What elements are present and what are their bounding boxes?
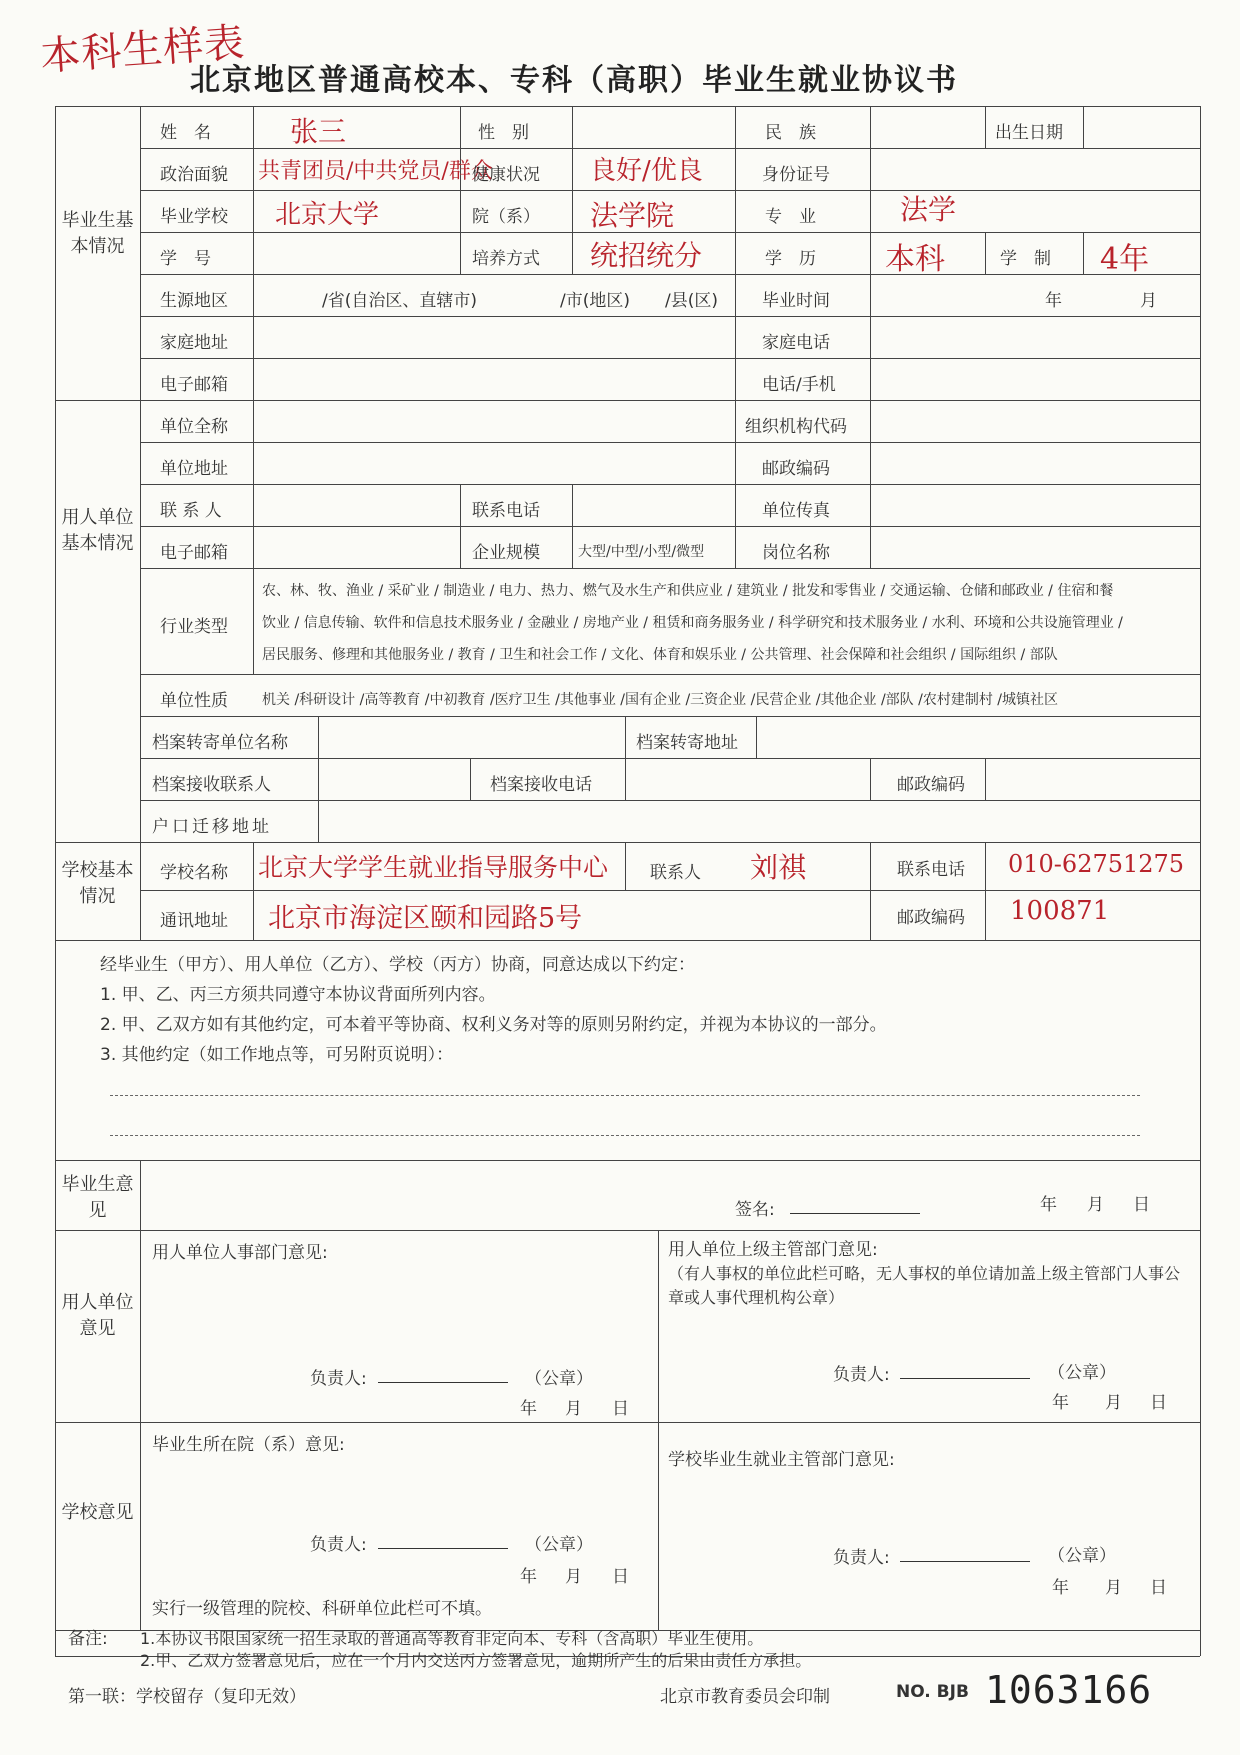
dept-year: 年 bbox=[520, 1567, 537, 1587]
frame-top bbox=[55, 106, 1200, 107]
archive-post-label: 邮政编码 bbox=[897, 775, 965, 795]
origin-city: /市(地区) bbox=[560, 291, 630, 311]
sample-stamp: 本科生样表 bbox=[38, 19, 247, 81]
dept-month: 月 bbox=[565, 1567, 582, 1587]
row-line bbox=[140, 526, 1200, 527]
gradtime-label: 毕业时间 bbox=[762, 291, 830, 311]
row-line bbox=[140, 800, 1200, 801]
agreement-intro: 经毕业生（甲方）、用人单位（乙方）、学校（丙方）协商，同意达成以下约定： bbox=[100, 955, 695, 975]
gradtime-month: 月 bbox=[1140, 291, 1157, 311]
emp-address-label: 单位地址 bbox=[160, 459, 228, 479]
emp-scale-options: 大型/中型/小型/微型 bbox=[578, 544, 705, 560]
serial-prefix: NO. BJB bbox=[896, 1682, 969, 1702]
section-col-divider bbox=[140, 106, 141, 856]
other-terms-line bbox=[110, 1135, 1140, 1136]
emp-email-label: 电子邮箱 bbox=[160, 543, 228, 563]
col-line bbox=[318, 716, 319, 842]
agreement-item3: 3. 其他约定（如工作地点等，可另附页说明）： bbox=[100, 1045, 454, 1065]
col-line bbox=[1083, 232, 1084, 274]
col-line bbox=[658, 1230, 659, 1630]
gender-label: 性 别 bbox=[478, 123, 529, 143]
agreement-item1: 1. 甲、乙、丙三方须共同遵守本协议背面所列内容。 bbox=[100, 985, 496, 1005]
duration-label: 学 制 bbox=[1000, 249, 1051, 269]
school-contact-value: 刘祺 bbox=[750, 851, 807, 884]
school-post-value: 100871 bbox=[1010, 896, 1110, 926]
train-label: 培养方式 bbox=[472, 249, 540, 269]
col-line bbox=[870, 842, 871, 940]
col-line bbox=[460, 484, 461, 568]
col-line bbox=[870, 106, 871, 274]
row-line bbox=[140, 758, 1200, 759]
frame-left bbox=[55, 106, 56, 1656]
degree-value: 本科 bbox=[885, 242, 945, 277]
school-name-label: 学校名称 bbox=[160, 863, 228, 883]
section-school: 学校基本情况 bbox=[61, 860, 134, 907]
hr-owner-label: 负责人: bbox=[310, 1369, 367, 1389]
section-line bbox=[55, 842, 1200, 843]
section-employer: 用人单位基本情况 bbox=[61, 507, 134, 554]
major-label: 专 业 bbox=[765, 207, 816, 227]
remark-1: 1.本协议书限国家统一招生录取的普通高等教育非定向本、专科（含高职）毕业生使用。 bbox=[140, 1629, 764, 1648]
grad-sign-label: 签名: bbox=[735, 1200, 775, 1220]
col-line bbox=[985, 232, 986, 274]
section-line bbox=[55, 1160, 1200, 1161]
superior-month: 月 bbox=[1105, 1393, 1122, 1413]
archive-addr-label: 档案转寄地址 bbox=[636, 733, 738, 753]
homephone-label: 家庭电话 bbox=[762, 333, 830, 353]
emp-nature-options: 机关 /科研设计 /高等教育 /中初教育 /医疗卫生 /其他事业 /国有企业 /三资企业 /民营企业 /其他企业 /部队 /农村建制村 /城镇社区 bbox=[262, 692, 1059, 708]
dept-seal: （公章） bbox=[525, 1535, 593, 1555]
school-contact-label: 联系人 bbox=[650, 863, 701, 883]
superior-owner-label: 负责人: bbox=[833, 1365, 890, 1385]
duration-value: 4年 bbox=[1100, 242, 1150, 277]
name-value: 张三 bbox=[290, 115, 347, 148]
dept-label: 院（系） bbox=[472, 207, 540, 227]
archive-unit-label: 档案转寄单位名称 bbox=[152, 733, 288, 753]
emp-opinion-label: 用人单位意见 bbox=[61, 1292, 134, 1339]
dept-day: 日 bbox=[612, 1567, 629, 1587]
superior-year: 年 bbox=[1052, 1393, 1069, 1413]
grad-year: 年 bbox=[1040, 1195, 1057, 1215]
degree-label: 学 历 bbox=[765, 249, 816, 269]
col-line bbox=[985, 842, 986, 940]
emp-fax-label: 单位传真 bbox=[762, 501, 830, 521]
sid-label: 学 号 bbox=[160, 249, 211, 269]
school-addr-value: 北京市海淀区颐和园路5号 bbox=[268, 903, 583, 934]
school-opinion-label: 学校意见 bbox=[61, 1502, 134, 1523]
address-label: 家庭地址 bbox=[160, 333, 228, 353]
school-addr-label: 通讯地址 bbox=[160, 911, 228, 931]
emp-industry-label: 行业类型 bbox=[160, 617, 228, 637]
school-owner-label: 负责人: bbox=[833, 1548, 890, 1568]
row-line bbox=[140, 674, 1200, 675]
col-line bbox=[870, 274, 871, 400]
school-seal: （公章） bbox=[1048, 1546, 1116, 1566]
col-line bbox=[870, 400, 871, 568]
emp-phone-label: 联系电话 bbox=[472, 501, 540, 521]
section-graduate: 毕业生基本情况 bbox=[61, 210, 134, 257]
hukou-label: 户口迁移地址 bbox=[152, 817, 272, 837]
superior-opinion-label: 用人单位上级主管部门意见: bbox=[668, 1240, 878, 1260]
origin-county: /县(区) bbox=[665, 291, 718, 311]
copy-label: 第一联：学校留存（复印无效） bbox=[68, 1687, 306, 1707]
email-label: 电子邮箱 bbox=[160, 375, 228, 395]
gradtime-year: 年 bbox=[1045, 291, 1062, 311]
hr-month: 月 bbox=[565, 1399, 582, 1419]
emp-contact-label: 联 系 人 bbox=[160, 501, 222, 521]
col-line bbox=[985, 758, 986, 800]
row-line bbox=[140, 358, 1200, 359]
superior-note: （有人事权的单位此栏可略，无人事权的单位请加盖上级主管部门人事公章或人事代理机构公章） bbox=[668, 1264, 1181, 1307]
col-line bbox=[985, 106, 986, 148]
col-line bbox=[253, 400, 254, 674]
row-line bbox=[140, 568, 1200, 569]
emp-industry-line1: 农、林、牧、渔业 / 采矿业 / 制造业 / 电力、热力、燃气及水生产和供应业 / 建筑业 / 批发和零售业 / 交通运输、仓储和邮政业 / 住宿和餐 bbox=[262, 583, 1114, 599]
col-line bbox=[756, 716, 757, 758]
emp-nature-label: 单位性质 bbox=[160, 691, 228, 711]
school-month: 月 bbox=[1105, 1578, 1122, 1598]
health-label: 健康状况 bbox=[472, 165, 540, 185]
school-dept-opinion-label: 学校毕业生就业主管部门意见: bbox=[668, 1450, 895, 1470]
col-line bbox=[870, 758, 871, 800]
mobile-label: 电话/手机 bbox=[762, 375, 836, 395]
section-line bbox=[55, 1422, 1200, 1423]
id-label: 身份证号 bbox=[762, 165, 830, 185]
agreement-item2: 2. 甲、乙双方如有其他约定，可本着平等协商、权利义务对等的原则另附约定，并视为本协议的一部分。 bbox=[100, 1015, 887, 1035]
archive-phone-label: 档案接收电话 bbox=[490, 775, 592, 795]
col-line bbox=[735, 400, 736, 568]
hr-seal: （公章） bbox=[525, 1369, 593, 1389]
col-line bbox=[140, 842, 141, 940]
dept-opinion-label: 毕业生所在院（系）意见: bbox=[152, 1435, 345, 1455]
school-post-label: 邮政编码 bbox=[897, 908, 965, 928]
emp-scale-label: 企业规模 bbox=[472, 543, 540, 563]
school-name-value: 北京大学学生就业指导服务中心 bbox=[258, 853, 609, 882]
dept-owner-label: 负责人: bbox=[310, 1535, 367, 1555]
printer-label: 北京市教育委员会印制 bbox=[660, 1687, 830, 1707]
political-value: 共青团员/中共党员/群众 bbox=[258, 159, 493, 184]
origin-label: 生源地区 bbox=[160, 291, 228, 311]
superior-day: 日 bbox=[1150, 1393, 1167, 1413]
col-line bbox=[253, 106, 254, 400]
emp-fullname-label: 单位全称 bbox=[160, 417, 228, 437]
col-line bbox=[253, 842, 254, 940]
remark-label: 备注: bbox=[68, 1629, 108, 1649]
one-level-note: 实行一级管理的院校、科研单位此栏可不填。 bbox=[152, 1599, 492, 1619]
hr-opinion-label: 用人单位人事部门意见: bbox=[152, 1243, 328, 1263]
section-line bbox=[55, 400, 1200, 401]
origin-province: /省(自治区、直辖市) bbox=[322, 291, 477, 311]
grad-month: 月 bbox=[1087, 1195, 1104, 1215]
school-phone-value: 010-62751275 bbox=[1008, 850, 1185, 878]
grad-sign-line bbox=[790, 1213, 920, 1214]
col-line bbox=[625, 758, 626, 800]
frame-right bbox=[1200, 106, 1201, 1656]
row-line bbox=[140, 716, 1200, 717]
school-label: 毕业学校 bbox=[160, 207, 228, 227]
major-value: 法学 bbox=[900, 193, 957, 226]
emp-orgcode-label: 组织机构代码 bbox=[745, 417, 847, 437]
superior-owner-line bbox=[900, 1378, 1030, 1379]
row-line bbox=[140, 890, 1200, 891]
health-value: 良好/优良 bbox=[590, 156, 703, 186]
row-line bbox=[140, 316, 1200, 317]
emp-industry-line2: 饮业 / 信息传输、软件和信息技术服务业 / 金融业 / 房地产业 / 租赁和商务服务业 / 科学研究和技术服务业 / 水利、环境和公共设施管理业 / bbox=[262, 615, 1123, 631]
col-line bbox=[1083, 106, 1084, 148]
col-line bbox=[470, 758, 471, 800]
col-line bbox=[735, 106, 736, 400]
school-phone-label: 联系电话 bbox=[897, 860, 965, 880]
row-line bbox=[140, 442, 1200, 443]
birth-label: 出生日期 bbox=[995, 123, 1063, 143]
political-label: 政治面貌 bbox=[160, 165, 228, 185]
school-year: 年 bbox=[1052, 1578, 1069, 1598]
col-line bbox=[572, 106, 573, 274]
emp-industry-line3: 居民服务、修理和其他服务业 / 教育 / 卫生和社会工作 / 文化、体育和娱乐业 / 公共管理、社会保障和社会组织 / 国际组织 / 部队 bbox=[262, 647, 1058, 663]
col-line bbox=[625, 842, 626, 890]
remark-2: 2.甲、乙双方签署意见后，应在一个月内交送丙方签署意见，逾期所产生的后果由责任方承担。 bbox=[140, 1651, 812, 1670]
train-value: 统招统分 bbox=[590, 239, 703, 272]
dept-owner-line bbox=[378, 1548, 508, 1549]
hr-year: 年 bbox=[520, 1399, 537, 1419]
hr-owner-line bbox=[378, 1382, 508, 1383]
emp-position-label: 岗位名称 bbox=[762, 543, 830, 563]
col-line bbox=[460, 106, 461, 274]
school-value: 北京大学 bbox=[275, 200, 380, 230]
hr-day: 日 bbox=[612, 1399, 629, 1419]
name-label: 姓 名 bbox=[160, 123, 211, 143]
school-day: 日 bbox=[1150, 1578, 1167, 1598]
serial-number: 1063166 bbox=[985, 1668, 1153, 1712]
superior-seal: （公章） bbox=[1048, 1363, 1116, 1383]
section-line bbox=[55, 1230, 1200, 1231]
col-line bbox=[625, 716, 626, 758]
other-terms-line bbox=[110, 1095, 1140, 1096]
section-line bbox=[55, 940, 1200, 941]
form-title: 北京地区普通高校本、专科（高职）毕业生就业协议书 bbox=[190, 63, 958, 98]
grad-day: 日 bbox=[1133, 1195, 1150, 1215]
dept-value: 法学院 bbox=[590, 199, 675, 232]
row-line bbox=[140, 484, 1200, 485]
archive-contact-label: 档案接收联系人 bbox=[152, 775, 271, 795]
ethnic-label: 民 族 bbox=[765, 123, 816, 143]
emp-postcode-label: 邮政编码 bbox=[762, 459, 830, 479]
col-line bbox=[572, 484, 573, 568]
row-line bbox=[140, 274, 1200, 275]
row-line bbox=[140, 190, 1200, 191]
grad-opinion-label: 毕业生意见 bbox=[61, 1174, 134, 1221]
school-owner-line bbox=[900, 1561, 1030, 1562]
